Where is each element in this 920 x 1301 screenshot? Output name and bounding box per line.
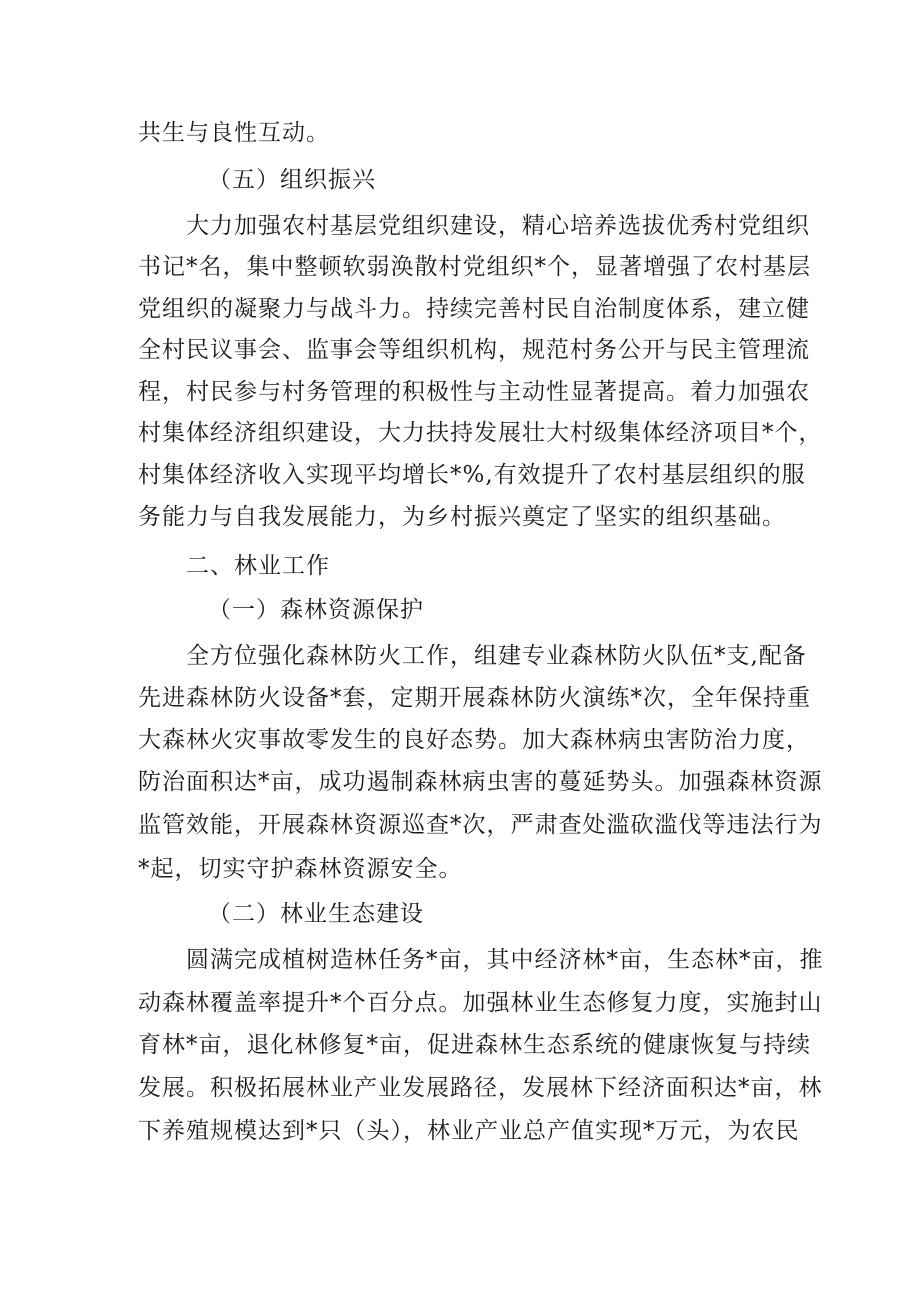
text-line: 程，村民参与村务管理的积极性与主动性显著提高。着力加强农 [138, 379, 810, 405]
text-line: *起，切实守护森林资源安全。 [138, 856, 463, 882]
text-line: 先进森林防火设备*套，定期开展森林防火演练*次，全年保持重 [138, 685, 811, 711]
text-line: 务能力与自我发展能力，为乡村振兴奠定了坚实的组织基础。 [138, 504, 786, 530]
text-line: 全方位强化森林防火工作，组建专业森林防火队伍*支,配备 [186, 643, 807, 669]
text-line: 全村民议事会、监事会等组织机构，规范村务公开与民主管理流 [138, 337, 810, 363]
text-line: 大森林火灾事故零发生的良好态势。加大森林病虫害防治力度， [138, 727, 810, 753]
section-heading: 二、林业工作 [186, 553, 330, 579]
text-line: 防治面积达*亩，成功遏制森林病虫害的蔓延势头。加强森林资源 [138, 769, 823, 795]
text-line: 监管效能，开展森林资源巡查*次，严肃查处滥砍滥伐等违法行为 [138, 812, 823, 838]
text-line: 村集体经济组织建设，大力扶持发展壮大村级集体经济项目*个， [138, 420, 823, 446]
text-line: 动森林覆盖率提升*个百分点。加强林业生态修复力度，实施封山 [138, 990, 823, 1016]
text-line: 发展。积极拓展林业产业发展路径，发展林下经济面积达*亩，林 [138, 1075, 823, 1101]
text-line: 书记*名，集中整顿软弱涣散村党组织*个，显著增强了农村基层 [138, 254, 811, 280]
text-line: 圆满完成植树造林任务*亩，其中经济林*亩，生态林*亩，推 [186, 947, 824, 973]
text-line: 下养殖规模达到*只（头），林业产业总产值实现*万元，为农民 [138, 1118, 800, 1144]
text-line: 育林*亩，退化林修复*亩，促进森林生态系统的健康恢复与持续 [138, 1032, 811, 1058]
subsection-heading: （二）林业生态建设 [208, 901, 424, 927]
text-line: 党组织的凝聚力与战斗力。持续完善村民自治制度体系，建立健 [138, 296, 810, 322]
text-line: 共生与良性互动。 [138, 120, 330, 146]
text-line: 村集体经济收入实现平均增长*%,有效提升了农村基层组织的服 [138, 462, 806, 488]
text-line: 大力加强农村基层党组织建设，精心培养选拔优秀村党组织 [186, 213, 810, 239]
section-heading: （五）组织振兴 [208, 167, 376, 193]
subsection-heading: （一）森林资源保护 [208, 597, 424, 623]
